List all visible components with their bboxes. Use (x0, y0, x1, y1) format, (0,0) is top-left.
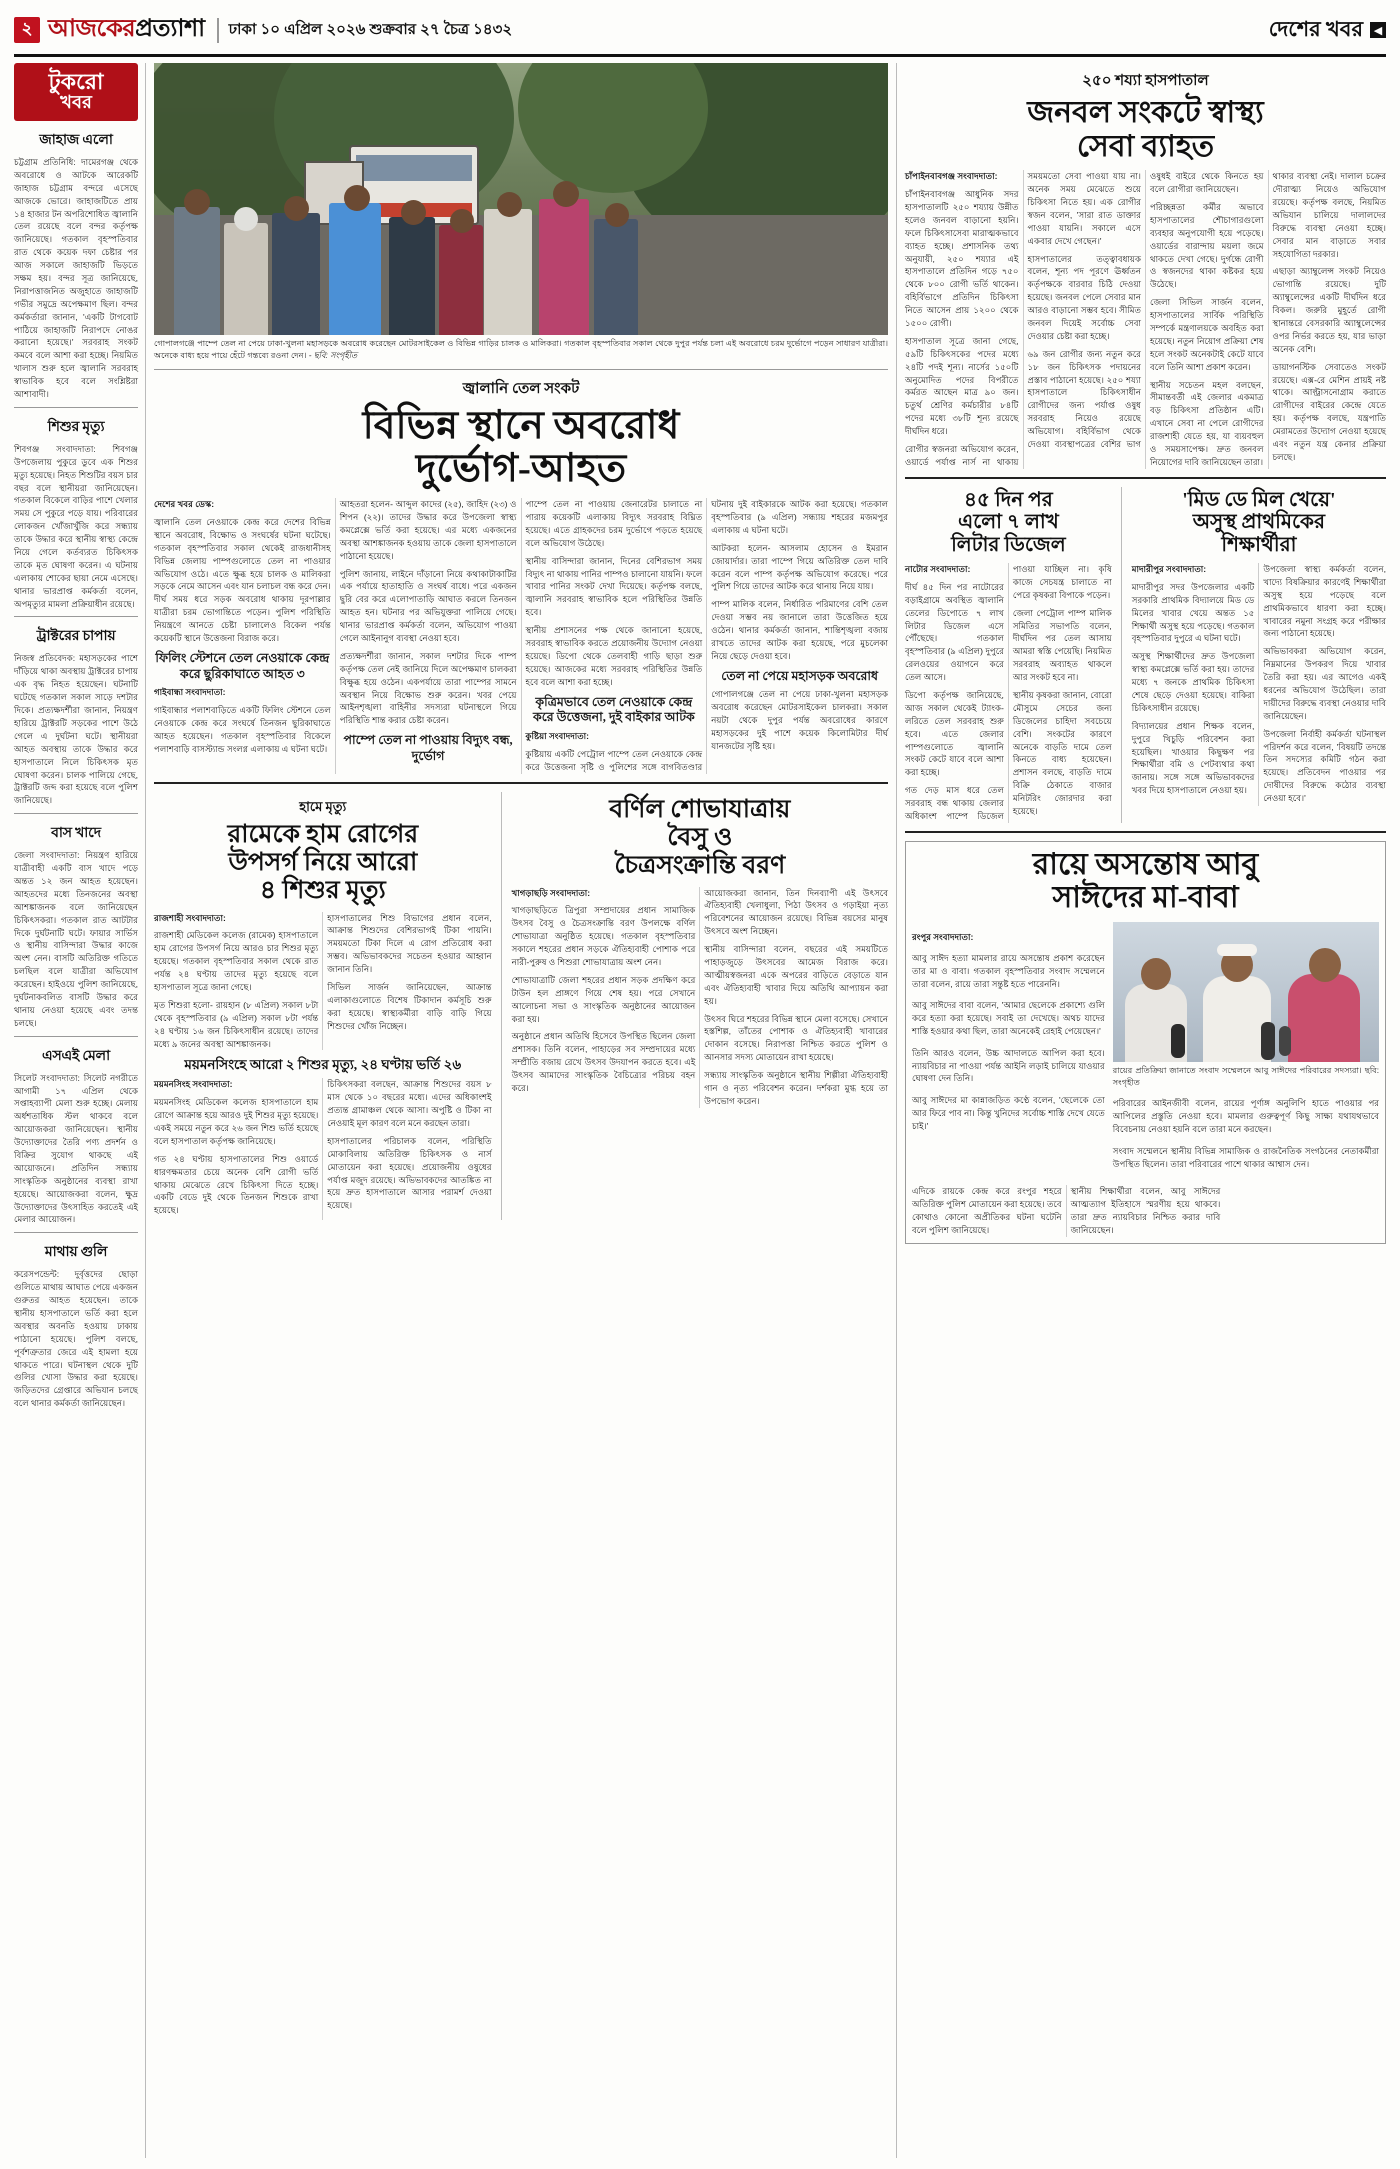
diesel-headline-line3: লিটার ডিজেল (951, 533, 1066, 556)
person-head (401, 200, 426, 225)
person-head (1141, 958, 1171, 990)
saidee-body-bottom (912, 1185, 1379, 1237)
person-figure (224, 223, 268, 335)
main-column (154, 63, 888, 2158)
boishakh-paragraph: সন্ধ্যায় সাংস্কৃতিক অনুষ্ঠানে স্থানীয় শিল্পীরা ঐতিহ্যবাহী গান ও নৃত্য পরিবেশন করেন। দর্শকরা মুগ্ধ হয়ে তা উপভোগ করেন। (704, 1070, 888, 1106)
measles-article (154, 792, 502, 1220)
hospital-paragraph: এছাড়া অ্যাম্বুলেন্স সংকট নিয়েও ভোগান্তি রয়েছে। দুটি অ্যাম্বুলেন্সের একটি দীর্ঘদিন ধরে বিকল। জরুরি মুহূর্তে রোগী স্থানান্তরে বেসরকারি অ্যাম্বুলেন্সের ওপর নির্ভর করতে হয়, যার ভাড়া অনেক বেশি। (1272, 266, 1386, 354)
hospital-paragraph: জেলা সিভিল সার্জন বলেন, হাসপাতালের সার্বিক পরিস্থিতি সম্পর্কে মন্ত্রণালয়কে অবহিত করা হয়েছে। নতুন নিয়োগ প্রক্রিয়া শেষ হলে সংকট অনেকটাই কেটে যাবে বলে তিনি আশা প্রকাশ করেন। (1150, 297, 1264, 372)
boishakh-paragraph: আয়োজকরা জানান, তিন দিনব্যাপী এই উৎসবে ঐতিহ্যবাহী খেলাধুলা, পিঠা উৎসব ও গড়াইয়া নৃত্য পরিবেশনের আয়োজন রয়েছে। বিভিন্ন বয়সের মানুষ উৎসবে অংশ নিচ্ছেন। (704, 887, 888, 937)
measles-sub-paragraph: হাসপাতালের পরিচালক বলেন, পরিস্থিতি মোকাবিলায় অতিরিক্ত চিকিৎসক ও নার্স মোতায়েন করা হয়েছে। প্রয়োজনীয় ওষুধের পর্যাপ্ত মজুদ রয়েছে। অভিভাবকদের আতঙ্কিত না হয়ে দ্রুত হাসপাতালে আসার পরামর্শ দেওয়া হয়েছে। (327, 1135, 492, 1211)
hospital-headline (905, 96, 1386, 163)
lead-photo-caption (154, 338, 888, 362)
microphone-icon (1261, 1022, 1275, 1060)
paper-title-black: প্রত্যাশা (135, 16, 205, 42)
boishakh-paragraph: উৎসব ঘিরে শহরের বিভিন্ন স্থানে মেলা বসেছে। সেখানে হস্তশিল্প, তাঁতের পোশাক ও ঐতিহ্যবাহী খাবারের দোকান বসেছে। নিরাপত্তা নিশ্চিত করতে পুলিশ ও আনসার সদস্য মোতায়েন রাখা হয়েছে। (704, 1013, 888, 1063)
midday-paragraph: বিদ্যালয়ের প্রধান শিক্ষক বলেন, দুপুরে খিচুড়ি পরিবেশন করা হয়েছিল। খাওয়ার কিছুক্ষণ পর শিক্ষার্থীরা বমি ও পেটব্যথার কথা জানায়। সঙ্গে সঙ্গে অভিভাবকদের খবর দিয়ে হাসপাতালে নেওয়া হয়। (1131, 720, 1255, 796)
diesel-headline (905, 489, 1112, 556)
midday-dateline (1132, 563, 1255, 576)
lead-sub3-paragraph: গোপালগঞ্জে তেল না পেয়ে ঢাকা-খুলনা মহাসড়ক অবরোধ করেছেন মোটরসাইকেল চালকরা। সকাল নয়টা থেকে দুপুর পর্যন্ত অবরোধের কারণে মহাসড়কের দুই পাশে কয়েক কিলোমিটার দীর্ঘ যানজটের সৃষ্টি হয়। (711, 689, 888, 751)
caption-credit: - ছবি: সংগৃহীত (308, 350, 358, 360)
lead-photo (154, 63, 888, 335)
saidee-paragraph: এদিকে রায়কে কেন্দ্র করে রংপুর শহরে অতিরিক্ত পুলিশ মোতায়েন করা হয়েছে। তবে কোথাও কোনো অপ্রীতিকর ঘটনা ঘটেনি বলে পুলিশ জানিয়েছে। (912, 1186, 1062, 1235)
lead-sub4-paragraph: কুষ্টিয়ায় একটি পেট্রোল পাম্পে তেল নেওয়াকে কেন্দ্র করে উত্তেজনা সৃষ্টি ও পুলিশের সঙ্গে বাগবিতণ্ডার ঘটনায় দুই বাইকারকে আটক করা হয়েছে। গতকাল বৃহস্পতিবার (৯ এপ্রিল) সন্ধ্যায় শহরের মজমপুর এলাকায় এ ঘটনা ঘটে। (525, 499, 888, 772)
boishakh-paragraph: খাগড়াছড়িতে ত্রিপুরা সম্প্রদায়ের প্রধান সামাজিক উৎসব বৈসু ও চৈত্রসংক্রান্তি বরণ উপলক্ষে বর্ণিল শোভাযাত্রা অনুষ্ঠিত হয়েছে। গতকাল বৃহস্পতিবার সকালে শহরের প্রধান সড়কে ঐতিহ্যবাহী পোশাক পরে নারী-পুরুষ ও শিশুরা শোভাযাত্রায় অংশ নেন। (511, 905, 696, 967)
brief-item (14, 1240, 138, 1416)
hospital-paragraph: হাসপাতালের তত্ত্বাবধায়ক বলেন, শূন্য পদ পূরণে ঊর্ধ্বতন কর্তৃপক্ষকে বারবার চিঠি দেওয়া হয়েছে। জনবল পেলে সেবার মান আরও বাড়ানো সম্ভব হবে। সীমিত জনবল দিয়েই সর্বোচ্চ সেবা দেওয়ার চেষ্টা করা হচ্ছে। (1027, 253, 1141, 341)
lead-sub4-dateline (526, 730, 703, 743)
lead-sub1-paragraph: গাইবান্ধার পলাশবাড়িতে একটি ফিলিং স্টেশনে তেল নেওয়াকে কেন্দ্র করে সংঘর্ষে তিনজন ছুরিকাঘাতে আহত হয়েছেন। গতকাল বৃহস্পতিবার বিকেলে পলাশবাড়ি বাসস্ট্যান্ড সংলগ্ন এলাকায় এ ঘটনা ঘটে। (154, 705, 331, 754)
saidee-photo-caption: রায়ের প্রতিক্রিয়া জানাতে সংবাদ সম্মেলনে আবু সাঈদের পরিবারের সদস্যরা। ছবি: সংগৃহীত (1112, 1066, 1379, 1087)
brief-title: বাস খাদে (51, 826, 101, 842)
saidee-photo (1113, 922, 1379, 1062)
hospital-headline-line2: সেবা ব্যাহত (1076, 129, 1215, 163)
section-title: দেশের খবর (1268, 16, 1363, 41)
lead-sub4-paragraph: পাম্প মালিক বলেন, নির্ধারিত পরিমাণের বেশি তেল দেওয়া সম্ভব নয় জানালে তারা উত্তেজিত হয়ে ওঠেন। থানার কর্মকর্তা জানান, শান্তিশৃঙ্খলা বজায় রাখতে তাদের আটক করা হয়েছে, পরে মুচলেকা নিয়ে ছেড়ে দেওয়া হবে। (711, 599, 888, 661)
boishakh-dateline-label: খাগড়াছড়ি সংবাদদাতা: (511, 887, 591, 898)
brief-text: করেসপন্ডেন্ট: দুর্বৃত্তদের ছোড়া গুলিতে মাথায় আঘাত পেয়ে একজন গুরুতর আহত হয়েছেন। তাকে স্থানীয় হাসপাতালে ভর্তি করা হলে অবস্থার অবনতি হওয়ায় ঢাকায় পাঠানো হয়েছে। পুলিশ বলছে, পূর্বশত্রুতার জেরে এই হামলা হয়ে থাকতে পারে। ঘটনাস্থল থেকে দুটি গুলির খোসা উদ্ধার করা হয়েছে। জড়িতদের গ্রেপ্তারে অভিযান চলছে বলে থানার কর্মকর্তা জানিয়েছেন। (14, 1269, 138, 1409)
measles-headline (154, 821, 492, 905)
person-figure (594, 219, 638, 335)
lead-sub1-dateline (154, 686, 331, 699)
briefs-flag-line2: খবর (60, 92, 92, 113)
masthead-left (14, 10, 512, 50)
midday-headline-line3: শিক্ষার্থীরা (1221, 533, 1297, 556)
right-column (896, 63, 1386, 2158)
saidee-body-left (912, 931, 1105, 1133)
lead-paragraph: প্রত্যক্ষদর্শীরা জানান, সকাল দশটার দিকে পাম্প কর্তৃপক্ষ তেল নেই জানিয়ে দিলে অপেক্ষমাণ চালকরা বিক্ষুব্ধ হয়ে ওঠেন। একপর্যায়ে তারা পাম্পের সামনে অবস্থান নিয়ে বিক্ষোভ শুরু করেন। খবর পেয়ে আইনশৃঙ্খলা বাহিনীর সদস্যরা ঘটনাস্থলে গিয়ে পরিস্থিতি শান্ত করার চেষ্টা করেন। (339, 650, 517, 726)
midday-body (1132, 563, 1386, 806)
measles-headline-line1: রামেকে হাম রোগের (227, 820, 419, 848)
saidee-dateline-label: রংপুর সংবাদদাতা: (912, 931, 974, 942)
boishakh-paragraph: শোভাযাত্রাটি জেলা শহরের প্রধান সড়ক প্রদক্ষিণ করে টাউন হল প্রাঙ্গণে গিয়ে শেষ হয়। পরে সেখানে আলোচনা সভা ও সাংস্কৃতিক অনুষ্ঠানের আয়োজন করা হয়। (511, 974, 696, 1024)
hospital-paragraph: থাকার ব্যবস্থা নেই। দালাল চক্রের দৌরাত্ম্য নিয়েও অভিযোগ রয়েছে। কর্তৃপক্ষ বলছে, নিয়মিত অভিযান চালিয়ে দালালদের বিরুদ্ধে ব্যবস্থা নেওয়া হচ্ছে। সেবার মান বাড়াতে সবার সহযোগিতা দরকার। (1272, 171, 1386, 259)
diesel-headline-line2: এলো ৭ লাখ (957, 511, 1059, 534)
saidee-paragraph: পরিবারের আইনজীবী বলেন, রায়ের পূর্ণাঙ্গ অনুলিপি হাতে পাওয়ার পর আপিলের প্রস্তুতি নেওয়া হবে। মামলার গুরুত্বপূর্ণ কিছু সাক্ষ্য যথাযথভাবে বিবেচনায় নেওয়া হয়নি বলে তারা মনে করছেন। (1112, 1098, 1379, 1135)
saidee-paragraph: স্থানীয় শিক্ষার্থীরা বলেন, আবু সাঈদের আত্মত্যাগ ইতিহাসে স্মরণীয় হয়ে থাকবে। তারা দ্রুত ন্যায়বিচার নিশ্চিত করার দাবি জানিয়েছেন। (1070, 1186, 1221, 1235)
saidee-headline-line1: রায়ে অসন্তোষ আবু (1032, 847, 1259, 881)
diesel-headline-line1: ৪৫ দিন পর (964, 488, 1053, 511)
saidee-headline (912, 848, 1379, 915)
person-head (605, 203, 629, 227)
diesel-paragraph: স্থানীয় কৃষকরা জানান, বোরো মৌসুমে সেচের জন্য ডিজেলের চাহিদা সবচেয়ে বেশি। সংকটের কারণে অনেকে বাড়তি দামে তেল কিনতে বাধ্য হয়েছেন। প্রশাসন বলছে, বাড়তি দামে বিক্রি ঠেকাতে বাজার মনিটরিং জোরদার করা হয়েছে। (1012, 689, 1112, 816)
divider (154, 782, 888, 784)
saidee-photo-scene (1113, 922, 1379, 1062)
person-head (234, 207, 258, 231)
right-two-stories (905, 487, 1386, 823)
boishakh-article (512, 792, 888, 1220)
brief-text: শিবগঞ্জ সংবাদদাতা: শিবগঞ্জ উপজেলায় পুকুরে ডুবে এক শিশুর মৃত্যু হয়েছে। নিহত শিশুটির বয়স চার বছর বলে স্থানীয়রা জানিয়েছেন। গতকাল বিকেলে বাড়ির পাশে খেলার সময় সে পুকুরে পড়ে যায়। পরিবারের লোকজন খোঁজাখুঁজি করে সন্ধ্যায় তাকে উদ্ধার করে স্থানীয় স্বাস্থ্য কেন্দ্রে নিয়ে গেলে কর্তব্যরত চিকিৎসক তাকে মৃত ঘোষণা করেন। এ ঘটনায় এলাকায় শোকের ছায়া নেমে এসেছে। থানার ভারপ্রাপ্ত কর্মকর্তা বলেন, অপমৃত্যুর মামলা প্রক্রিয়াধীন রয়েছে। (14, 443, 138, 609)
lead-paragraph: জ্বালানি তেল নেওয়াকে কেন্দ্র করে দেশের বিভিন্ন স্থানে অবরোধ, বিক্ষোভ ও সংঘর্ষের ঘটনা ঘটেছে। গতকাল বৃহস্পতিবার সকাল থেকেই রাজধানীসহ বিভিন্ন জেলায় পাম্পগুলোতে তেল না পাওয়ার অভিযোগ ওঠে। এতে ক্ষুব্ধ হয়ে চালক ও মালিকরা সড়কে নেমে আসেন এবং যান চলাচল বন্ধ করে দেন। দীর্ঘ সময় ধরে সড়ক অবরোধ থাকায় দূরপাল্লার যাত্রীরা চরম ভোগান্তিতে পড়েন। পুলিশ পরিস্থিতি নিয়ন্ত্রণে আনতে চেষ্টা চালালেও বিকেল পর্যন্ত কয়েকটি স্থানে উত্তেজনা বিরাজ করে। (154, 517, 331, 644)
lead-sub1-paragraph: পুলিশ জানায়, লাইনে দাঁড়ানো নিয়ে কথাকাটাকাটির এক পর্যায়ে হাতাহাতি ও সংঘর্ষ বাধে। পরে একজন ছুরি বের করে এলোপাতাড়ি আঘাত করলে তিনজন আহত হন। ঘটনার পর অভিযুক্তরা পালিয়ে গেছে। থানার ভারপ্রাপ্ত কর্মকর্তা বলেন, অভিযোগ পাওয়া গেলে আইনানুগ ব্যবস্থা নেওয়া হবে। (339, 568, 517, 644)
measles-body (154, 912, 492, 1051)
diesel-paragraph: ডিপো কর্তৃপক্ষ জানিয়েছে, আজ সকাল থেকেই ট্যাংক-লরিতে তেল সরবরাহ শুরু হবে। এতে জেলার পাম্পগুলোতে জ্বালানি সংকট কেটে যাবে বলে আশা করা হচ্ছে। (905, 689, 1004, 778)
saidee-paragraph: আবু সাঈদের বাবা বলেন, 'আমার ছেলেকে প্রকাশ্যে গুলি করে হত্যা করা হয়েছে। সবাই তা দেখেছে। অথচ যাদের শাস্তি হওয়ার কথা ছিল, তারা অনেকেই রেহাই পেয়েছেন।' (912, 1000, 1105, 1037)
saidee-article (905, 841, 1386, 1244)
measles-sub-dateline-label: ময়মনসিংহ সংবাদদাতা: (154, 1079, 233, 1090)
person-figure (272, 213, 320, 335)
hospital-paragraph: চাঁপাইনবাবগঞ্জ আধুনিক সদর হাসপাতালটি ২৫০ শয্যায় উন্নীত হলেও জনবল বাড়ানো হয়নি। ফলে চিকিৎসাসেবা মারাত্মকভাবে ব্যাহত হচ্ছে। প্রশাসনিক তথ্য অনুযায়ী, ২৫০ শয্যার এই হাসপাতালে প্রতিদিন গড়ে ৭৫০ থেকে ৮০০ রোগী ভর্তি থাকেন। বহির্বিভাগে প্রতিদিন চিকিৎসা নিতে আসেন প্রায় ১২০০ থেকে ১৫০০ রোগী। (905, 189, 1019, 328)
lead-sub2-paragraph: পাম্পে তেল না পাওয়ায় জেনারেটর চালাতে না পারায় কয়েকটি এলাকায় বিদ্যুৎ সরবরাহ বিঘ্নিত হয়েছে। এতে গ্রাহকদের চরম দুর্ভোগে পড়তে হয়েছে বলে অভিযোগ উঠেছে। (525, 499, 703, 548)
hospital-dateline (905, 170, 1019, 183)
boishakh-headline-line2: বৈসু ও (667, 823, 733, 851)
midday-headline-line2: অসুস্থ প্রাথমিকের (1192, 511, 1326, 534)
brief-title: মাথায় গুলি (44, 1245, 108, 1261)
midday-paragraph: মাদারীপুর সদর উপজেলার একটি সরকারি প্রাথমিক বিদ্যালয়ে মিড ডে মিলের খাবার খেয়ে অন্তত ১৫ শিক্ষার্থী অসুস্থ হয়ে পড়েছে। গতকাল বৃহস্পতিবার দুপুরে এ ঘটনা ঘটে। (1131, 581, 1255, 644)
lead-sub2-paragraph: স্থানীয় বাসিন্দারা জানান, দিনের বেশিরভাগ সময় বিদ্যুৎ না থাকায় পানির পাম্পও চালানো যায়নি। ফলে খাবার পানির সংকট দেখা দিয়েছে। কর্তৃপক্ষ বলছে, জ্বালানি সরবরাহ স্বাভাবিক হলে পরিস্থিতির উন্নতি হবে। (525, 555, 703, 618)
divider (905, 831, 1386, 833)
hospital-dateline-label: চাঁপাইনবাবগঞ্জ সংবাদদাতা: (905, 171, 998, 182)
measles-paragraph: মৃত শিশুরা হলো- রায়হান (৮ এপ্রিল) সকাল ৮টা থেকে বৃহস্পতিবার (৯ এপ্রিল) সকাল ৮টা পর্যন্ত ২৪ ঘণ্টায় ১৬ জন চিকিৎসাধীন রয়েছে। তাদের মধ্যে ৯ জনের অবস্থা আশঙ্কাজনক। (154, 999, 319, 1049)
caption-text: গোপালগঞ্জে পাম্পে তেল না পেয়ে ঢাকা-খুলনা মহাসড়কে অবরোধ করেছেন মোটরসাইকেল ও বিভিন্ন গাড়ির চালক ও মালিকরা। গতকাল বৃহস্পতিবার সকাল থেকে দুপুর পর্যন্ত চলা এই অবরোধে চরম দুর্ভোগে পড়েন সাধারণ যাত্রীরা। অনেকে বাধ্য হয়ে পায়ে হেঁটে গন্তব্যে রওনা দেন। (154, 339, 888, 360)
measles-dateline-label: রাজশাহী সংবাদদাতা: (154, 912, 226, 923)
microphone-icon (1171, 1024, 1185, 1058)
diesel-body (905, 563, 1112, 823)
masthead (14, 10, 1386, 57)
brief-text: জেলা সংবাদদাতা: নিয়ন্ত্রণ হারিয়ে যাত্রীবাহী একটি বাস খাদে পড়ে অন্তত ১২ জন আহত হয়েছেন। আহতদের মধ্যে তিনজনের অবস্থা আশঙ্কাজনক বলে জানিয়েছেন চিকিৎসকরা। গতকাল রাত আটটার দিকে দুর্ঘটনাটি ঘটে। ফায়ার সার্ভিস ও স্থানীয় বাসিন্দারা উদ্ধার কাজে অংশ নেন। বাসটি অতিরিক্ত গতিতে চলছিল বলে যাত্রীরা অভিযোগ করেছেন। হাইওয়ে পুলিশ জানিয়েছে, দুর্ঘটনাকবলিত বাসটি উদ্ধার করে থানায় নেওয়া হয়েছে এবং তদন্ত চলছে। (14, 850, 138, 1028)
lead-article-body (154, 498, 888, 773)
measles-headline-line2: উপসর্গ নিয়ে আরো (228, 848, 418, 876)
person-figure (174, 207, 220, 335)
microphone-icon (1279, 1026, 1291, 1056)
boishakh-body (512, 887, 888, 1108)
brief-item (14, 821, 138, 1036)
brief-text: চট্টগ্রাম প্রতিনিধি: দামেরগঞ্জ থেকে অবরোধে ও আটকে আরেকটি জাহাজ চট্টগ্রাম বন্দরে এসেছে আজকে ভোরে। জাহাজটিতে প্রায় ১৪ হাজার টন অপরিশোধিত জ্বালানি তেল রয়েছে বলে বন্দর কর্তৃপক্ষ জানিয়েছে। গতকাল বৃহস্পতিবার রাত থেকে কয়েক দফা চেষ্টার পর আজ সকালে জাহাজটি ভিড়তে সক্ষম হয়। বন্দর সূত্র জানিয়েছে, নিরাপত্তাজনিত অজুহাতে জাহাজটি গভীর সমুদ্রে অপেক্ষমাণ ছিল। বন্দর কর্মকর্তারা জানান, 'একটি টাগবোট পাঠিয়ে জাহাজটি নিরাপদে নোঙর করানো হয়েছে।' সরবরাহ সংকট কমবে বলে আশা করা হচ্ছে। নিয়মিত খালাস শুরু হলে জ্বালানি সরবরাহ স্বাভাবিক হবে বলে সংশ্লিষ্টরা আশাবাদী। (14, 156, 138, 400)
hospital-paragraph: রোগীর স্বজনরা অভিযোগ করেন, ওয়ার্ডে পর্যাপ্ত নার্স না থাকায় সময়মতো সেবা পাওয়া যায় না। অনেক সময় মেঝেতে শুয়ে চিকিৎসা নিতে হয়। এক রোগীর স্বজন বলেন, 'সারা রাত ডাক্তার পাওয়া যায়নি। সকালে এসে একবার দেখে গেছেন।' (905, 171, 1141, 467)
briefs-flag-line1: টুকরো (48, 69, 104, 94)
paper-title (48, 10, 205, 50)
lead-sub1-title: ফিলিং স্টেশনে তেল নেওয়াকে কেন্দ্র করে ছুরিকাঘাতে আহত ৩ (155, 650, 330, 681)
saidee-headline-line2: সাঈদের মা-বাবা (1052, 881, 1239, 915)
person-head (553, 181, 579, 207)
brief-title: শিশুর মৃত্যু (47, 419, 105, 435)
boishakh-headline-line1: বর্ণিল শোভাযাত্রায় (609, 795, 791, 823)
saidee-paragraph: সংবাদ সম্মেলনে স্থানীয় বিভিন্ন সামাজিক ও রাজনৈতিক সংগঠনের নেতাকর্মীরা উপস্থিত ছিলেন। তারা পরিবারের পাশে থাকার আশ্বাস দেন। (1112, 1145, 1379, 1169)
diesel-paragraph: জেলা পেট্রোল পাম্প মালিক সমিতির সভাপতি বলেন, দীর্ঘদিন পর তেল আসায় আমরা স্বস্তি পেয়েছি। নিয়মিত সরবরাহ অব্যাহত থাকলে আর সংকট হবে না। (1012, 607, 1112, 683)
diesel-article (905, 487, 1122, 823)
brief-item (14, 415, 138, 618)
lead-kicker: জ্বালানি তেল সংকট (462, 380, 580, 397)
saidee-text-left (912, 922, 1105, 1179)
hospital-body (905, 170, 1386, 469)
person-figure (484, 209, 532, 335)
lead-sub4-title: কৃত্রিমভাবে তেল নেওয়াকে কেন্দ্র করে উত্তেজনা, দুই বাইকার আটক (532, 694, 695, 725)
measles-kicker: হামে মৃত্যু (299, 798, 347, 814)
boishakh-headline (512, 796, 888, 880)
measles-sub-body (154, 1078, 492, 1219)
lead-sub1-paragraph: আহতরা হলেন- আব্দুল কাদের (২৫), জাহিদ (২৩) ও শিপন (২২)। তাদের উদ্ধার করে উপজেলা স্বাস্থ্য কমপ্লেক্সে ভর্তি করা হয়েছে। এর মধ্যে একজনের অবস্থা আশঙ্কাজনক হওয়ায় তাকে জেলা হাসপাতালে পাঠানো হয়েছে। (339, 499, 517, 561)
person-head (497, 192, 522, 217)
measles-paragraph: হাসপাতালের শিশু বিভাগের প্রধান বলেন, আক্রান্ত শিশুদের বেশিরভাগই টিকা পায়নি। সময়মতো টিকা দিলে এ রোগ প্রতিরোধ করা সম্ভব। অভিভাবকদের সচেতন হওয়ার আহ্বান জানান তিনি। (327, 912, 492, 975)
measles-paragraph: সিভিল সার্জন জানিয়েছেন, আক্রান্ত এলাকাগুলোতে বিশেষ টিকাদান কর্মসূচি শুরু করা হয়েছে। স্বাস্থ্যকর্মীরা বাড়ি বাড়ি গিয়ে শিশুদের খোঁজ নিচ্ছেন। (327, 981, 492, 1031)
person-head (344, 185, 370, 211)
midday-paragraph: উপজেলা স্বাস্থ্য কর্মকর্তা বলেন, খাদ্যে বিষক্রিয়ার কারণেই শিক্ষার্থীরা অসুস্থ হয়ে পড়েছে বলে প্রাথমিকভাবে ধারণা করা হচ্ছে। খাবারের নমুনা সংগ্রহ করে পরীক্ষার জন্য পাঠানো হয়েছে। (1263, 563, 1386, 639)
brief-item (14, 624, 138, 814)
boishakh-headline-line3: চৈত্রসংক্রান্তি বরণ (614, 851, 786, 879)
divider (154, 369, 888, 370)
measles-headline-line3: ৪ শিশুর মৃত্যু (259, 876, 386, 904)
diesel-dateline-label: নাটোর সংবাদদাতা: (905, 563, 971, 574)
prayer-cap (1217, 944, 1257, 956)
person-head (1309, 948, 1341, 982)
lead-sub4-paragraph: আটকরা হলেন- আসলাম হোসেন ও ইমরান জোয়ার্দার। তারা পাম্পে গিয়ে অতিরিক্ত তেল দাবি করেন বলে পাম্প কর্তৃপক্ষ অভিযোগ করেছে। পরে পুলিশ গিয়ে তাদের আটক করে থানায় নিয়ে যায়। (711, 542, 888, 592)
midday-dateline-label: মাদারীপুর সংবাদদাতা: (1131, 563, 1207, 574)
midday-paragraph: অভিভাবকরা অভিযোগ করেন, নিম্নমানের উপকরণ দিয়ে খাবার তৈরি করা হয়। এর আগেও একই ধরনের অভিযোগ উঠেছিল। তারা দায়ীদের বিরুদ্ধে ব্যবস্থা নেওয়ার দাবি জানিয়েছেন। (1263, 646, 1386, 721)
masthead-right (1269, 13, 1386, 48)
hospital-paragraph: স্থানীয় সচেতন মহল বলছেন, সীমান্তবর্তী এই জেলার একমাত্র বড় চিকিৎসা প্রতিষ্ঠান এটি। এখানে সেবা না পেলে রোগীদের রাজশাহী যেতে হয়, যা ব্যয়বহুল ও সময়সাপেক্ষ। দ্রুত জনবল নিয়োগের দাবি জানিয়েছেন তারা। (1150, 379, 1264, 467)
brief-title: এসএই মেলা (42, 1048, 110, 1064)
diesel-paragraph: দীর্ঘ ৪৫ দিন পর নাটোরের বড়াইগ্রামে অবস্থিত জ্বালানি তেলের ডিপোতে ৭ লাখ লিটার ডিজেল এসে পৌঁছেছে। গতকাল বৃহস্পতিবার (৯ এপ্রিল) দুপুরে রেলওয়ের ওয়াগনে করে তেল আসে। (905, 581, 1004, 683)
lead-headline-line2: দুর্ভোগ-আহত (415, 447, 627, 491)
midday-paragraph: অসুস্থ শিক্ষার্থীদের দ্রুত উপজেলা স্বাস্থ্য কমপ্লেক্সে ভর্তি করা হয়। তাদের মধ্যে ৭ জনকে প্রাথমিক চিকিৎসা শেষে ছেড়ে দেওয়া হয়েছে। বাকিরা চিকিৎসাধীন রয়েছে। (1131, 651, 1255, 713)
brief-item (14, 1044, 138, 1234)
lead-headline-line1: বিভিন্ন স্থানে অবরোধ (362, 403, 680, 447)
lead-dateline-label: দেশের খবর ডেস্ক: (154, 499, 215, 510)
arrow-left-icon: ◀ (1370, 22, 1386, 38)
briefs-rail (14, 63, 146, 2158)
page-number-badge: ২ (14, 17, 40, 43)
diesel-paragraph: গত দেড় মাস ধরে তেল সরবরাহ বন্ধ থাকায় জেলার অধিকাংশ পাম্পে ডিজেল পাওয়া যাচ্ছিল না। কৃষি কাজে সেচযন্ত্র চালাতে না পেরে কৃষকরা বিপাকে পড়েন। (905, 563, 1112, 821)
lead-dateline (154, 498, 331, 511)
person-figure (329, 203, 381, 335)
measles-paragraph: রাজশাহী মেডিকেল কলেজ (রামেক) হাসপাতালে হাম রোগের উপসর্গ নিয়ে আরও চার শিশুর মৃত্যু হয়েছে। গতকাল বৃহস্পতিবার সকাল থেকে রাত পর্যন্ত ২৪ ঘণ্টায় তাদের মৃত্যু হয়েছে বলে হাসপাতাল সূত্রে জানা গেছে। (154, 930, 319, 992)
lead-photo-scene (154, 63, 888, 335)
boishakh-paragraph: স্থানীয় বাসিন্দারা বলেন, বছরের এই সময়টিতে পাহাড়জুড়ে উৎসবের আমেজ বিরাজ করে। আত্মীয়স্বজনরা একে অপরের বাড়িতে বেড়াতে যান এবং ঐতিহ্যবাহী খাবার দিয়ে অতিথি আপ্যায়ন করা হয়। (704, 944, 888, 1006)
person-head (184, 189, 210, 215)
brief-item (14, 128, 138, 408)
bottom-stories (154, 792, 888, 1220)
diesel-dateline (905, 563, 1004, 576)
measles-sub-title: ময়মনসিংহে আরো ২ শিশুর মৃত্যু, ২৪ ঘণ্টায় ভর্তি ২৬ (184, 1057, 462, 1073)
measles-sub-paragraph: গত ২৪ ঘণ্টায় হাসপাতালের শিশু ওয়ার্ডে ধারণক্ষমতার চেয়ে অনেক বেশি রোগী ভর্তি থাকায় মেঝেতে রেখে চিকিৎসা দিতে হচ্ছে। একটি বেডে দুই থেকে তিনজন শিশুকে রাখা হয়েছে। (154, 1153, 319, 1216)
boishakh-paragraph: অনুষ্ঠানে প্রধান অতিথি হিসেবে উপস্থিত ছিলেন জেলা প্রশাসক। তিনি বলেন, পাহাড়ের সব সম্প্রদায়ের মধ্যে সম্প্রীতি বজায় রেখে উৎসব উদযাপন করতে হবে। এই উৎসব আমাদের সাংস্কৃতিক বৈচিত্র্যের পরিচয় বহন করে। (511, 1031, 696, 1093)
midday-article (1132, 487, 1386, 823)
brief-title: জাহাজ এলো (39, 132, 113, 148)
saidee-paragraph: তিনি আরও বলেন, উচ্চ আদালতে আপিল করা হবে। ন্যায়বিচার না পাওয়া পর্যন্ত আইনি লড়াই চালিয়ে যাওয়ার ঘোষণা দেন তিনি। (912, 1047, 1105, 1084)
paper-title-red: আজকের (48, 16, 136, 42)
measles-sub-dateline (154, 1078, 318, 1091)
lead-sub4-dateline-label: কুষ্টিয়া সংবাদদাতা: (525, 730, 590, 741)
lead-sub2-title: পাম্পে তেল না পাওয়ায় বিদ্যুৎ বন্ধ, দুর্ভোগ (343, 733, 513, 763)
measles-dateline (154, 912, 318, 925)
hospital-paragraph: ৬৯ জন রোগীর জন্য নতুন করে ১৮ জন চিকিৎসক পদায়নের প্রস্তাব পাঠানো হয়েছে। ২৫০ শয্যা হাসপাতালে চিকিৎসাধীন রোগীদের জন্য পর্যাপ্ত ওষুধ সরবরাহ নিয়েও রয়েছে অভিযোগ। বহির্বিভাগ থেকে দেওয়া ব্যবস্থাপত্রের বেশির ভাগ ওষুধই বাইরে থেকে কিনতে হয় বলে রোগীরা জানিয়েছেন। (1027, 171, 1264, 449)
measles-sub-paragraph: ময়মনসিংহ মেডিকেল কলেজ হাসপাতালে হাম রোগে আক্রান্ত হয়ে আরও দুই শিশুর মৃত্যু হয়েছে। একই সময়ে নতুন করে ২৬ জন শিশু ভর্তি হয়েছে বলে হাসপাতাল কর্তৃপক্ষ জানিয়েছে। (154, 1097, 319, 1146)
hospital-paragraph: পরিচ্ছন্নতা কর্মীর অভাবে হাসপাতালের শৌচাগারগুলো ব্যবহার অনুপযোগী হয়ে পড়েছে। ওয়ার্ডের বারান্দায় ময়লা জমে থাকতে দেখা গেছে। দুর্গন্ধে রোগী ও স্বজনদের থাকা কষ্টকর হয়ে উঠেছে। (1150, 201, 1264, 290)
saidee-body-right (1113, 1097, 1379, 1170)
person-figure (389, 217, 435, 335)
boishakh-dateline (512, 887, 696, 900)
lead-headline (154, 404, 888, 491)
issue-date: ঢাকা ১০ এপ্রিল ২০২৬ শুক্রবার ২৭ চৈত্র ১৪৩২ (217, 18, 513, 43)
person-head (284, 196, 309, 221)
measles-sub-paragraph: চিকিৎসকরা বলছেন, আক্রান্ত শিশুদের বয়স ৮ মাস থেকে ১০ বছরের মধ্যে। এদের অধিকাংশই প্রত্যন্ত গ্রামাঞ্চল থেকে আসা। অপুষ্টি ও টিকা না নেওয়াই মূল কারণ বলে মনে করছেন তারা। (327, 1079, 492, 1128)
divider (905, 477, 1386, 479)
person-head (450, 209, 474, 233)
saidee-paragraph: আবু সাঈদ হত্যা মামলার রায়ে অসন্তোষ প্রকাশ করেছেন তার মা ও বাবা। গতকাল বৃহস্পতিবার সংবাদ সম্মেলনে তারা বলেন, রায়ে তারা সন্তুষ্ট হতে পারেননি। (912, 953, 1105, 989)
person-figure (539, 199, 589, 335)
person-figure (1288, 974, 1360, 1062)
brief-title: ট্রাক্টরের চাপায় (36, 629, 116, 645)
hospital-paragraph: হাসপাতাল সূত্রে জানা গেছে, ৫৯টি চিকিৎসকের পদের মধ্যে ২৪টি পদই শূন্য। নার্সের ১৫০টি অনুমোদিত পদের বিপরীতে কর্মরত আছেন মাত্র ৯০ জন। চতুর্থ শ্রেণির কর্মচারীর ৮৪টি পদের মধ্যে ৩৮টি শূন্য রয়েছে দীর্ঘদিন ধরে। (905, 335, 1019, 437)
saidee-content (912, 922, 1379, 1179)
person-figure (439, 225, 483, 335)
hospital-paragraph: ডায়াগনস্টিক সেবাতেও সংকট রয়েছে। এক্স-রে মেশিন প্রায়ই নষ্ট থাকে। আল্ট্রাসনোগ্রাম করাতে রোগীদের বাইরের কেন্দ্রে যেতে হয়। কর্তৃপক্ষ বলছে, যন্ত্রপাতি মেরামতের উদ্যোগ নেওয়া হয়েছে এবং নতুন যন্ত্র কেনার প্রক্রিয়া চলছে। (1272, 361, 1386, 462)
saidee-right-side (1113, 922, 1379, 1179)
briefs-rail-flag (14, 63, 138, 121)
saidee-dateline (912, 931, 1105, 944)
lead-sub3-title: তেল না পেয়ে মহাসড়ক অবরোধ (721, 668, 878, 683)
brief-text: সিলেট সংবাদদাতা: সিলেট নগরীতে আগামী ১৭ এপ্রিল থেকে সপ্তাহব্যাপী মেলা শুরু হচ্ছে। মেলায় অর্ধশতাধিক স্টল থাকবে বলে আয়োজকরা জানিয়েছেন। স্থানীয় উদ্যোক্তাদের তৈরি পণ্য প্রদর্শন ও বিক্রির সুযোগ থাকছে এই আয়োজনে। প্রতিদিন সন্ধ্যায় সাংস্কৃতিক অনুষ্ঠানের ব্যবস্থা রাখা হয়েছে। আয়োজকরা বলেন, ক্ষুদ্র উদ্যোক্তাদের উৎসাহিত করতেই এই মেলার আয়োজন। (14, 1072, 138, 1225)
saidee-paragraph: আবু সাঈদের মা কান্নাজড়িত কণ্ঠে বলেন, 'ছেলেকে তো আর ফিরে পাব না। কিন্তু খুনিদের সর্বোচ্চ শাস্তি দেখে যেতে চাই।' (912, 1094, 1105, 1131)
page-grid (14, 63, 1386, 2158)
midday-headline (1132, 489, 1386, 556)
midday-paragraph: উপজেলা নির্বাহী কর্মকর্তা ঘটনাস্থল পরিদর্শন করে বলেন, 'বিষয়টি তদন্তে তিন সদস্যের কমিটি গঠন করা হয়েছে। প্রতিবেদন পাওয়ার পর দোষীদের বিরুদ্ধে কঠোর ব্যবস্থা নেওয়া হবে।' (1263, 728, 1386, 804)
lead-paragraph: স্থানীয় প্রশাসনের পক্ষ থেকে জানানো হয়েছে, সরবরাহ স্বাভাবিক করতে প্রয়োজনীয় উদ্যোগ নেওয়া হয়েছে। ডিপো থেকে তেলবাহী গাড়ি ছাড়া শুরু হয়েছে। আজকের মধ্যে সরবরাহ পরিস্থিতির উন্নতি হবে বলে আশা করা হচ্ছে। (525, 625, 703, 687)
brief-text: নিজস্ব প্রতিবেদক: মহাসড়কের পাশে দাঁড়িয়ে থাকা অবস্থায় ট্রাক্টরের চাপায় এক বৃদ্ধ নিহত হয়েছেন। ঘটনাটি ঘটেছে গতকাল সকাল সাড়ে দশটার দিকে। প্রত্যক্ষদর্শীরা জানান, নিয়ন্ত্রণ হারিয়ে ট্রাক্টরটি সড়কের পাশে উঠে গেলে এ দুর্ঘটনা ঘটে। স্থানীয়রা আহত অবস্থায় তাকে উদ্ধার করে হাসপাতালে নিলে চিকিৎসক মৃত ঘোষণা করেন। চালক পালিয়ে গেছে, ট্রাক্টরটি জব্দ করা হয়েছে বলে পুলিশ জানিয়েছে। (14, 653, 138, 806)
hospital-headline-line1: জনবল সংকটে স্বাস্থ্য (1027, 96, 1264, 129)
lead-sub1-dateline-label: গাইবান্ধা সংবাদদাতা: (154, 687, 226, 698)
midday-headline-line1: 'মিড ডে মিল খেয়ে' (1182, 488, 1336, 511)
hospital-kicker: ২৫০ শয্যা হাসপাতাল (1082, 73, 1209, 89)
